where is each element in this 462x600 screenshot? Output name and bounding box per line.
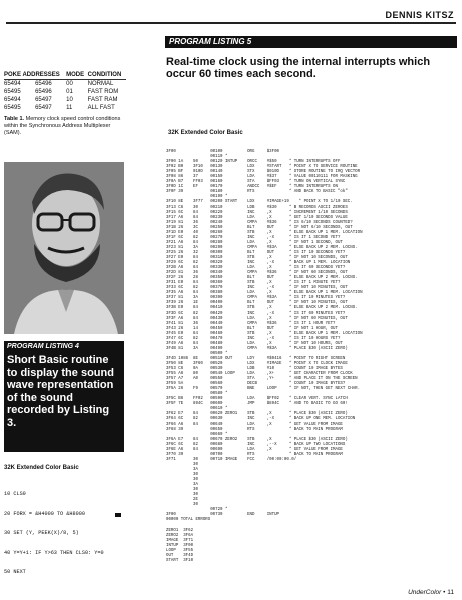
- code-line: 3F70 39 00700 RTS * BACK TO MAIN PROGRAM: [166, 452, 343, 457]
- code-line: 30 SET (Y, PEEK(X)/8, 5): [4, 530, 79, 536]
- code-line: 3F64 6C 82 00630 INC ,-X * BACK UP ONE MEM. LOCATION: [166, 417, 356, 422]
- code-line: 3F49 A6 84 00480 LDA ,X * IF NOT 10 HOURS, OUT: [166, 341, 343, 346]
- table-cell: 65495: [4, 105, 21, 111]
- listing-4-basic-label: 32K Extended Color Basic: [4, 465, 79, 471]
- code-line: 3F6C 6C 82 00680 INC ,--X * BACK UP TWO LOCATIONS: [166, 442, 346, 447]
- code-line: 3F43 26 14 00450 BLT OUT * IF NOT 1 HOUR, OUT: [166, 326, 338, 331]
- table-cell: 65496: [35, 89, 52, 95]
- code-line: 00190 *: [166, 195, 228, 200]
- table-cell: 65495: [4, 89, 21, 95]
- code-line: 3F2D 81 36 00340 CMPA #$36 * IF NOT 60 SECONDS, OUT: [166, 271, 348, 276]
- code-line: 3F31 E0 84 00360 STB ,X * IS IT 1 MINUTE YET?: [166, 281, 341, 286]
- code-line: 3F0F 39 00180 RTS * AND BACK TO BASIC "ok": [166, 190, 348, 195]
- code-line: 3F57 A7 A0 00550 STA ,Y+ * AND PLACE IT ON THE SCREEN: [166, 377, 358, 382]
- code-line: 3F21 A6 84 00280 LDA ,X * IF NOT 1 SECOND, OUT: [166, 240, 343, 245]
- code-line: 3F5C B6 FF02 00590 LDA $FF02 * CLEAR VERT. SYNC LATCH: [166, 397, 348, 402]
- code-line: 3F00 00100 ORG $3F00: [166, 150, 280, 154]
- table-header-condition: CONDITION: [88, 72, 126, 80]
- listing-5-heading-bar: PROGRAM LISTING 5: [165, 36, 457, 48]
- table-row: [4, 88, 126, 96]
- author-name: DENNIS KITSZ: [385, 10, 454, 20]
- code-line: ZERO2 3F6A: [166, 533, 194, 538]
- code-line: 3F13 C6 30 00210 LDB #$30 * B RECORDS ASCII ZEROES: [166, 205, 348, 210]
- table-cell: 65494: [4, 81, 21, 87]
- footer-bullet: •: [443, 589, 446, 596]
- code-line: START 3F10: [166, 558, 194, 563]
- table-1-caption-label: Table 1.: [4, 116, 25, 122]
- code-line: 30: [166, 488, 198, 493]
- table-cell: 65497: [35, 105, 52, 111]
- code-line: 3F1D E0 40 00260 STB ,X * ELSE BACK UP 1 MEM. LOCATION: [166, 230, 363, 235]
- code-line: 3F3B E0 84 00410 STB ,X * ELSE BACK UP 2 MEM. LOCNS.: [166, 306, 358, 311]
- code-line: 50 NEXT: [4, 569, 26, 575]
- table-header-mode: MODE: [66, 72, 88, 80]
- code-line: IMAGE 3F71: [166, 538, 194, 543]
- listing-5-title: Real-time clock using the internal interrupts which occur 60 times each second.: [166, 56, 431, 80]
- code-line: 3F00 1A 50 00120 INTUP ORCC #$50 * TURN INTERRUPTS OFF: [166, 160, 341, 165]
- table-cell: 00: [66, 81, 73, 87]
- table-cell: ALL FAST: [87, 105, 115, 111]
- code-line: 3A: [166, 467, 198, 472]
- code-line: LOOP 3F55: [166, 548, 194, 553]
- author-photo: [4, 162, 124, 334]
- table-cell: 01: [66, 89, 73, 95]
- code-line: 3F66 A6 84 00640 LDA ,X * GET VALUE FROM IMAGE: [166, 422, 343, 427]
- code-line: 3F53 C6 0A 00530 LDB #10 * COUNT 10 IMAGE BYTES: [166, 367, 343, 372]
- code-line: 3F37 81 3A 00390 CMPA #$3A * IS IT 10 MINUTES YET?: [166, 296, 346, 301]
- code-line: 00500 *: [166, 351, 228, 356]
- code-line: 3F02 B0 3F10 00130 LDX #START * POINT X TO SERVICE ROUTINE: [166, 165, 358, 170]
- code-line: 3F35 A6 84 00380 LDA ,X * ELSE BACK UP 1 MEM. LOCATION: [166, 291, 363, 296]
- code-line: 3F3F A6 84 00430 LDA ,X * IF NOT 60 MINUTES, OUT: [166, 316, 348, 321]
- code-line: 3F08 86 37 00150 LDA #$37 * VALUE 00110111 FOR MASKING: [166, 175, 358, 180]
- code-line: 3F4D 1086 8E 00510 OUT LDY #$0416 * POINT TO RIGHT SCREEN: [166, 356, 346, 361]
- table-cell: 11: [66, 105, 73, 111]
- table-cell: 10: [66, 97, 73, 103]
- code-line: 3F59 5A 00560 DECB * COUNT 10 IMAGE BYTES?: [166, 382, 346, 387]
- page-footer: [408, 589, 454, 596]
- code-line: 3F6A E7 84 00670 ZERO2 STB ,X * PLACE $30 (ASCII ZERO): [166, 437, 348, 442]
- code-line: 2E: [166, 498, 198, 503]
- code-line: 3F5F 7E 894C 00600 JMP $894C * AND TO BASIC TO GO 60!: [166, 402, 348, 407]
- code-line: 00000 TOTAL ERRORS: [166, 518, 211, 523]
- table-row: [4, 96, 126, 104]
- table-header-poke-addresses: POKE ADDRESSES: [4, 72, 66, 80]
- page-number: 11: [447, 589, 454, 596]
- code-line: 3F29 6C 82 00320 INC ,-X * BACK UP 1 MEM. LOCATION: [166, 261, 351, 266]
- code-line: ZERO1 3F62: [166, 528, 194, 533]
- code-line: 00110 *: [166, 155, 228, 160]
- table-cell: NORMAL: [87, 81, 114, 87]
- code-line: 30: [166, 478, 198, 483]
- code-line: 3F0A B7 FF03 00160 STA $FF03 * TURN ON VERTICAL SYNC: [166, 180, 346, 185]
- table-cell: FAST ROM: [87, 89, 119, 95]
- code-line: 3F0D 1C EF 00170 ANDCC #$EF * TURN INTERRUPTS ON: [166, 185, 338, 190]
- code-line: 3F41 81 36 00440 CMPA #$36 * IS IT 1 HOUR YET?: [166, 321, 336, 326]
- code-line: 30: [166, 503, 198, 508]
- table-row: [4, 80, 126, 89]
- code-line: 3F19 81 36 00240 CMPA #$36 * IS 6/10 SECONDS COUNTED?: [166, 220, 353, 225]
- table-cell: 65494: [4, 97, 21, 103]
- code-line: 3F1B 26 3C 00250 BLT OUT * IF NOT 6/10 SECONDS, OUT: [166, 225, 353, 230]
- listing-5-basic-label: 32K Extended Color Basic: [168, 130, 243, 136]
- header-rule: [6, 22, 456, 24]
- table-cell: FAST RAM: [87, 97, 118, 103]
- code-line: 3F6E A6 84 00690 LDA ,X * GET VALUE FROM IMAGE: [166, 447, 343, 452]
- code-line: 3F55 A6 80 00540 LOOP LDA ,X+ * GET CHARACTER FROM CLOCK: [166, 372, 353, 377]
- code-line: 3F45 E0 84 00460 STB ,X * ELSE BACK UP 1 MEM. LOCATION: [166, 331, 363, 336]
- table-cell: 65497: [35, 97, 52, 103]
- code-line: 3F4B 81 3A 00490 CMPA #$3A * PLACE $30 (ASCII ZERO): [166, 346, 348, 351]
- code-line: INTUP 3F00: [166, 543, 194, 548]
- code-line: 3F10 8E 3F77 00200 START LDX #IMAGE+19 * POINT X TO 1/10 SEC.: [166, 200, 353, 205]
- code-line: 3F05 BF 010D 00140 STX $010D * STORE ROUTINE TO IRQ VECTOR: [166, 170, 361, 175]
- code-line: 3F15 6C 84 00220 INC ,X * INCREMENT 1/10 SECONDS: [166, 210, 348, 215]
- table-header-row: [4, 72, 126, 80]
- code-line: 00720 *: [166, 508, 228, 513]
- code-line: 40 Y=Y+1: IF Y>63 THEN CLS0: Y=0: [4, 549, 104, 556]
- code-line: 3F17 A6 84 00230 LDA ,X * GET 1/10 SECONDS VALUE: [166, 215, 348, 220]
- code-line: OUT 3F4D: [166, 553, 194, 558]
- code-line: 30: [166, 493, 198, 498]
- code-line: 00660 *: [166, 432, 228, 437]
- code-line: 3F47 6C 82 00470 INC ,-X * IS IT 10 HOURS YET?: [166, 336, 341, 341]
- table-row: [4, 104, 126, 112]
- code-line: 3F1F 6C 82 00270 INC ,-X * IS IT 1 SECOND YET?: [166, 235, 341, 240]
- listing-4-code: [4, 478, 126, 582]
- code-line: 00610 *: [166, 407, 228, 412]
- code-line: 3F23 81 3A 00290 CMPA #$3A * ELSE BACK UP 2 MEM. LOCNS.: [166, 245, 358, 250]
- code-line: 3F62 E7 84 00620 ZERO1 STB ,X * PLACE $30 (ASCII ZERO): [166, 412, 348, 417]
- table-1-caption: [4, 116, 124, 137]
- code-line: 10 CLS0: [4, 491, 26, 497]
- code-line: 30: [166, 462, 198, 467]
- code-line: 3F2B A6 84 00330 LDA ,X * IS IT 60 SECONDS YET?: [166, 266, 346, 271]
- magazine-name: UnderColor: [408, 589, 442, 596]
- end-of-listing-mark: [115, 513, 121, 517]
- code-line: 3F71 30 00710 IMAGE FCC /00:00:00.0/: [166, 457, 297, 462]
- listing-4-description: Short Basic routine to display the sound wave representation of the sound recorded by Listing 3.: [4, 352, 124, 452]
- listing-4-heading-bar: PROGRAM LISTING 4: [4, 341, 124, 352]
- listing-5-code: [166, 150, 458, 564]
- code-line: 3F33 6C 82 00370 INC ,-X * IF NOT 10 MINUTES, OUT: [166, 286, 348, 291]
- code-line: 3F25 26 32 00300 BLT OUT * IS IT 10 SECONDS YET?: [166, 250, 346, 255]
- code-line: 3F00 00730 END INTUP: [166, 513, 280, 518]
- table-1-caption-text: Memory clock speed control conditions within the Synchronous Address Multiplexer (SAM).: [4, 116, 121, 136]
- code-line: 3F68 39 00650 RTS * BACK TO MAIN PROGRAM: [166, 427, 343, 432]
- code-line: 3F27 E0 84 00310 STB ,X * IF NOT 10 SECONDS, OUT: [166, 255, 348, 260]
- table-1: [4, 72, 126, 112]
- code-line: 3F50 8E 3F60 00520 LDX #IMAGE * POINT X TO CLOCK IMAGE: [166, 361, 348, 366]
- code-line: 3F3D 6C 82 00420 INC ,-X * IS IT 60 MINUTES YET?: [166, 311, 346, 316]
- code-line: 3F2F 26 28 00350 BLT OUT * ELSE BACK UP 2 MEM. LOCNS.: [166, 276, 358, 281]
- code-line: 3A: [166, 483, 198, 488]
- code-line: 3F39 26 1E 00400 BLT OUT * IF NOT 10 MINUTES, OUT: [166, 301, 348, 306]
- code-line: 3F5A 26 F9 00570 BNE LOOP * IF NOT, THEN GET NEXT CHAR.: [166, 387, 361, 392]
- table-cell: 65496: [35, 81, 52, 87]
- code-line: 20 FORX = &H4000 TO &H8000: [4, 510, 85, 517]
- code-line: 00580 *: [166, 392, 228, 397]
- code-line: 30: [166, 473, 198, 477]
